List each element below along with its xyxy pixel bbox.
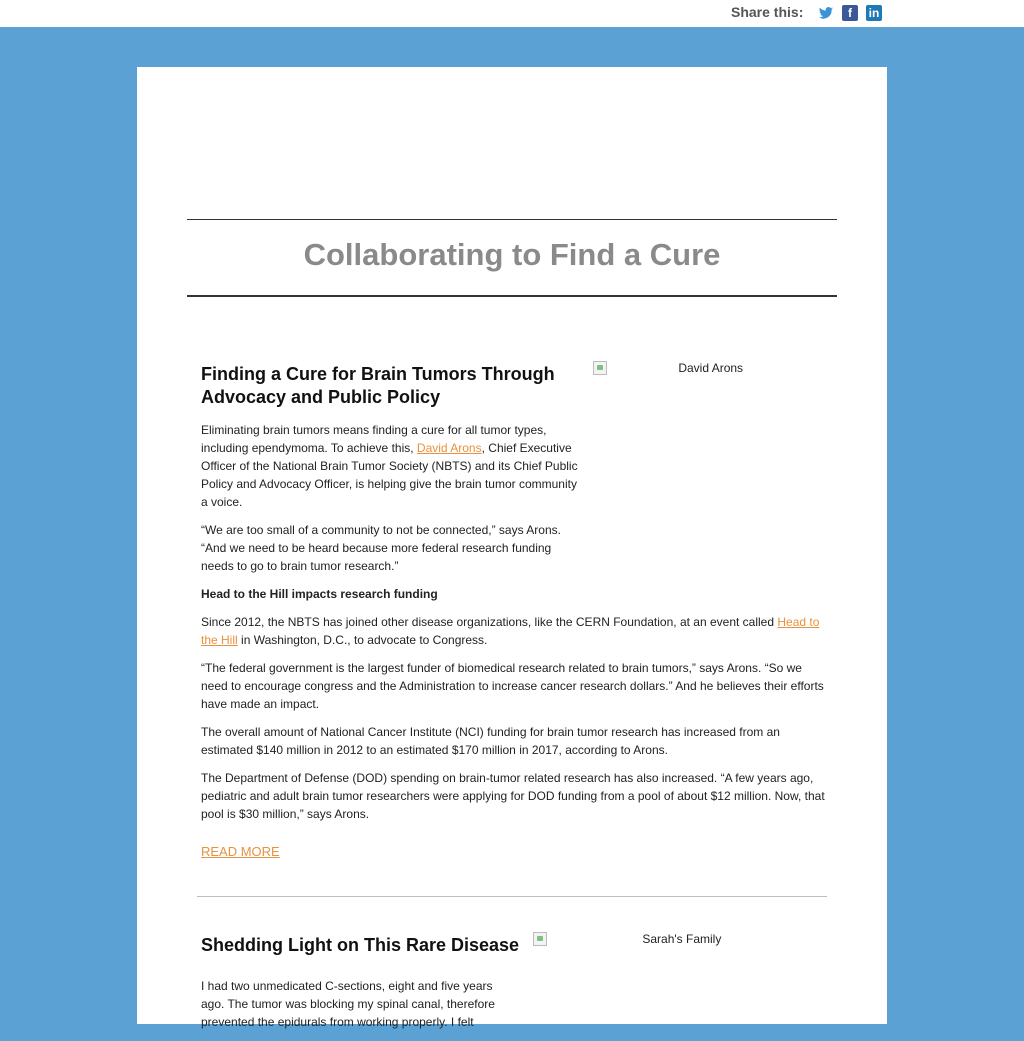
article1-body: [201, 585, 825, 833]
david-arons-link[interactable]: David Arons: [416, 441, 482, 455]
article1-quote: “We are too small of a community to not be connected,” says Arons. “And we need to be heard because more federal research funding needs to go to brain tumor research.”: [201, 523, 561, 573]
share-label: Share this:: [731, 4, 804, 20]
text: in Washington, D.C., to advocate to Congress.: [237, 633, 488, 647]
linkedin-icon[interactable]: in: [866, 5, 882, 21]
article-separator: [197, 896, 827, 897]
twitter-icon[interactable]: [818, 5, 834, 21]
text: Eliminating brain tumors means finding a cure for all tumor types, including ependymoma. To achieve this,: [201, 423, 547, 455]
head-to-the-hill-link[interactable]: Head to the Hill: [201, 615, 820, 647]
newsletter-headline: Collaborating to Find a Cure: [303, 237, 721, 272]
article2-body: [201, 977, 511, 1041]
broken-image-icon: [533, 932, 547, 946]
article1-image-alt: David Arons: [678, 361, 744, 375]
facebook-icon[interactable]: f: [842, 5, 858, 21]
article2-image-alt: Sarah's Family: [642, 932, 722, 946]
article1-paragraph: [201, 613, 825, 649]
article2-image: [533, 932, 721, 946]
article1-image: [593, 361, 743, 375]
article2-paragraph: I had two unmedicated C-sections, eight and five years ago. The tumor was blocking my spinal canal, therefore prevented the epidurals from working properly. I felt: [201, 979, 495, 1029]
subhead-text: Head to the Hill impacts research funding: [201, 587, 438, 601]
article1-subhead: [201, 585, 825, 603]
newsletter-card: [137, 67, 887, 1029]
article1-title: Finding a Cure for Brain Tumors Through Advocacy and Public Policy: [201, 364, 555, 407]
text: Since 2012, the NBTS has joined other disease organizations, like the CERN Foundation, at an event called: [201, 615, 778, 629]
headline-top-rule: [187, 219, 837, 220]
article1-intro: [201, 421, 585, 585]
broken-image-icon: [593, 361, 607, 375]
article1-paragraph: The overall amount of National Cancer Institute (NCI) funding for brain tumor research has increased from an estimated $140 million in 2012 to an estimated $170 million in 2017, according to Arons.: [201, 725, 780, 757]
article1-paragraph: “The federal government is the largest funder of biomedical research related to brain tumors,” says Arons. “So we need to encourage congress and the Administration to increase cancer research dollars.” And he believes their efforts have made an impact.: [201, 661, 824, 711]
text: , Chief Executive Officer of the National Brain Tumor Society (NBTS) and its Chief Public Policy and Advocacy Officer, is helping give the brain tumor community a voice.: [201, 441, 578, 509]
article1-paragraph: [201, 421, 585, 511]
article2-title: Shedding Light on This Rare Disease: [201, 935, 520, 955]
read-more-link[interactable]: READ MORE: [201, 844, 280, 859]
headline-bottom-rule: [187, 295, 837, 297]
share-bar: [0, 0, 1024, 27]
article1-paragraph: The Department of Defense (DOD) spending on brain-tumor related research has also increased. “A few years ago, pediatric and adult brain tumor researchers were applying for DOD funding from a pool of about $12 million. Now, that pool is $30 million,” says Arons.: [201, 771, 825, 821]
